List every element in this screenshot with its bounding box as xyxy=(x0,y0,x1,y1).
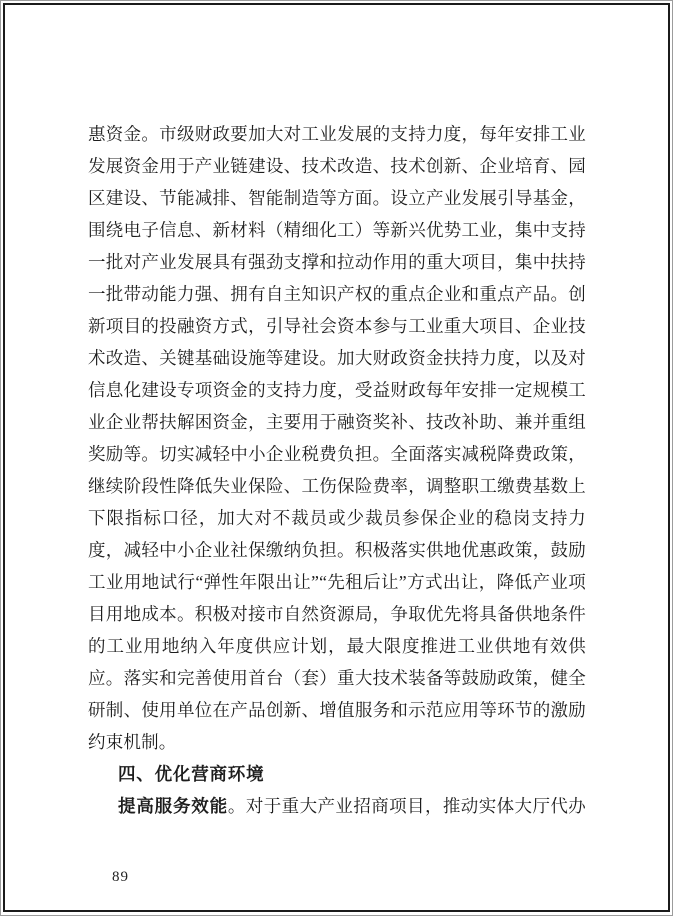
body-line: 惠资金。市级财政要加大对工业发展的支持力度，每年安排工业 xyxy=(88,124,586,144)
body-line: 信息化建设专项资金的支持力度，受益财政每年安排一定规模工 xyxy=(88,380,586,400)
body-line: 术改造、关键基础设施等建设。加大财政资金扶持力度，以及对 xyxy=(88,348,586,368)
body-line: 发展资金用于产业链建设、技术改造、技术创新、企业培育、园 xyxy=(88,156,586,176)
body-line: 度，减轻中小企业社保缴纳负担。积极落实供地优惠政策，鼓励 xyxy=(88,540,586,560)
body-line: 工业用地试行“弹性年限出让”“先租后让”方式出让，降低产业项 xyxy=(88,572,586,592)
body-line: 目用地成本。积极对接市自然资源局，争取优先将具备供地条件 xyxy=(88,604,586,624)
body-line: 新项目的投融资方式，引导社会资本参与工业重大项目、企业技 xyxy=(88,316,586,336)
body-line: 围绕电子信息、新材料（精细化工）等新兴优势工业，集中支持 xyxy=(88,220,586,240)
body-line: 应。落实和完善使用首台（套）重大技术装备等鼓励政策，健全 xyxy=(88,668,586,688)
body-line: 区建设、节能减排、智能制造等方面。设立产业发展引导基金， xyxy=(88,188,586,208)
page-number: 89 xyxy=(112,869,129,885)
body-line: 的工业用地纳入年度供应计划，最大限度推进工业供地有效供 xyxy=(88,636,586,656)
body-line: 业企业帮扶解困资金，主要用于融资奖补、技改补助、兼并重组 xyxy=(88,412,586,432)
body-line: 一批带动能力强、拥有自主知识产权的重点企业和重点产品。创 xyxy=(88,284,586,304)
paragraph-lead-bold: 提高服务效能 xyxy=(118,796,228,816)
paragraph-lead-rest: 。对于重大产业招商项目，推动实体大厅代办 xyxy=(227,796,587,816)
paragraph-lead-line xyxy=(88,790,586,822)
body-line: 继续阶段性降低失业保险、工伤保险费率，调整职工缴费基数上 xyxy=(88,476,586,496)
body-line: 研制、使用单位在产品创新、增值服务和示范应用等环节的激励 xyxy=(88,700,586,720)
body-line: 一批对产业发展具有强劲支撑和拉动作用的重大项目，集中扶持 xyxy=(88,252,586,272)
body-line: 奖励等。切实减轻中小企业税费负担。全面落实减税降费政策， xyxy=(88,444,586,464)
section-heading: 四、优化营商环境 xyxy=(118,764,265,784)
text-body xyxy=(88,118,586,822)
body-line: 下限指标口径，加大对不裁员或少裁员参保企业的稳岗支持力 xyxy=(88,508,586,528)
body-line: 约束机制。 xyxy=(88,732,177,752)
